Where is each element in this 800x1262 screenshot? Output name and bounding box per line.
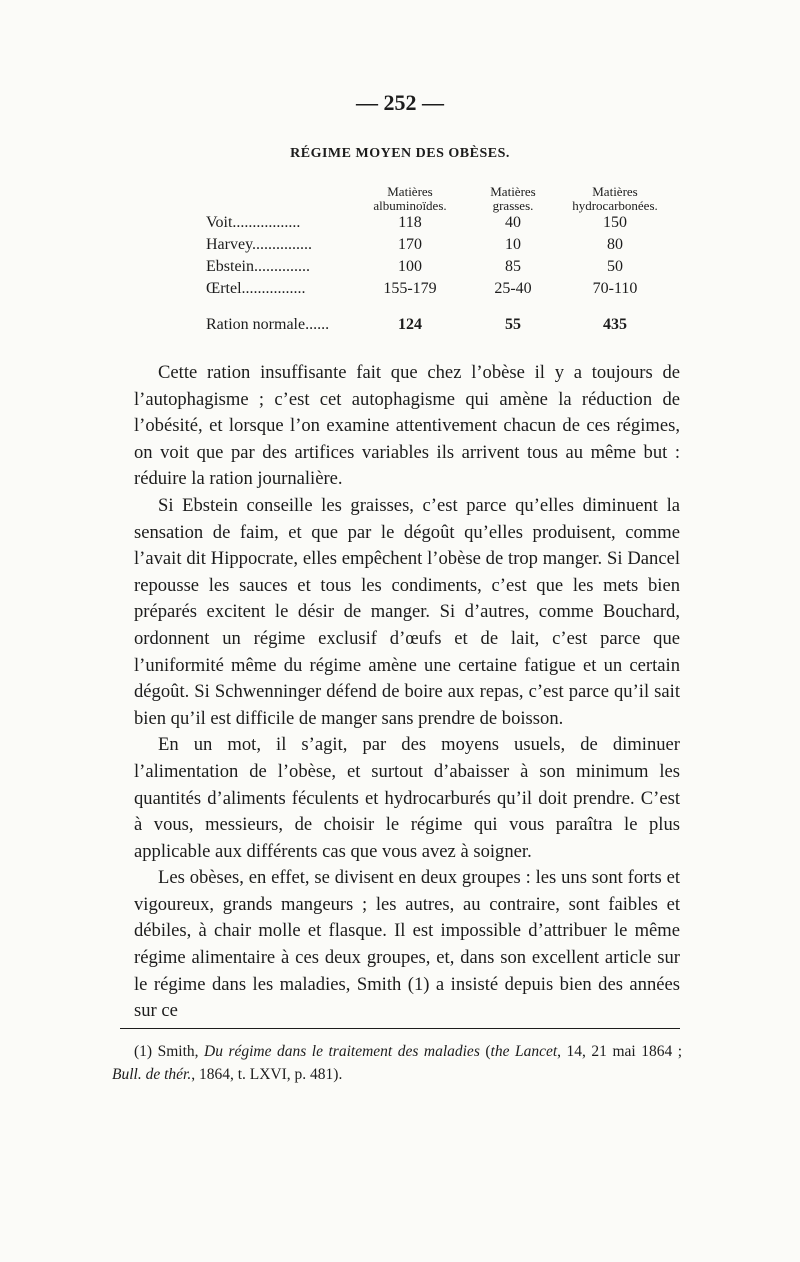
table-row	[0, 214, 800, 236]
cell-albuminoides: 155-179	[383, 280, 437, 297]
cell-albuminoides: 118	[398, 214, 422, 231]
footnote-journal: the Lancet	[490, 1043, 558, 1060]
row-name: Ration normale......	[206, 316, 330, 333]
footnote-title: Du régime dans le traitement des maladies	[204, 1043, 480, 1060]
row-name: Harvey...............	[206, 236, 313, 253]
cell-hydrocarbonees: 80	[607, 236, 623, 253]
cell-hydrocarbonees: 150	[603, 214, 627, 231]
column-header-albuminoides: Matières albuminoïdes.	[373, 184, 447, 213]
row-name: Œrtel................	[206, 280, 306, 297]
page-number: — 252 —	[356, 90, 444, 115]
footnote	[112, 1040, 682, 1086]
table-row-ration-normale	[0, 316, 800, 338]
table-row	[0, 236, 800, 258]
cell-hydrocarbonees: 435	[603, 316, 627, 333]
body-text	[134, 360, 680, 1025]
row-name: Voit.................	[206, 214, 301, 231]
cell-grasses: 25-40	[494, 280, 532, 297]
table-title: RÉGIME MOYEN DES OBÈSES.	[290, 146, 510, 161]
cell-grasses: 85	[505, 258, 521, 275]
column-header-hydrocarbonees: Matières hydrocarbonées.	[572, 184, 658, 213]
cell-hydrocarbonees: 50	[607, 258, 623, 275]
cell-albuminoides: 170	[398, 236, 422, 253]
paragraph: Les obèses, en effet, se divisent en deux groupes : les uns sont forts et vigoureux, grands mangeurs ; les autres, au contraire, sont faibles et débiles, à chair molle et flasque. Il est impossible d’attribuer le même régime alimentaire à ces deux groupes, et, dans son excellent article sur le régime dans les maladies, Smith (1) a insisté depuis bien des années sur ce	[134, 867, 680, 1022]
footnote-bulletin: Bull. de thér.	[112, 1066, 192, 1083]
cell-grasses: 55	[505, 316, 521, 333]
paragraph: En un mot, il s’agit, par des moyens usuels, de diminuer l’alimentation de l’obèse, et surtout d’abaisser à son minimum les quantités d’aliments féculents et hydrocarburés qu’il doit prendre. C’est à vous, messieurs, de choisir le régime qui vous paraîtra le plus applicable aux différents cas que vous avez à soigner.	[134, 734, 680, 862]
cell-hydrocarbonees: 70-110	[592, 280, 638, 297]
column-header-grasses: Matières grasses.	[490, 184, 536, 213]
table-row	[0, 280, 800, 302]
footnote-text: (1) Smith, Du régime dans le traitement des maladies (the Lancet, 14, 21 mai 1864 ; Bull. de thér., 1864, t. LXVI, p. 481).	[112, 1043, 683, 1083]
cell-albuminoides: 124	[398, 316, 422, 333]
table-header	[0, 185, 800, 215]
row-name: Ebstein..............	[206, 258, 310, 275]
paragraph: Si Ebstein conseille les graisses, c’est parce qu’elles diminuent la sensation de faim, et que par le dégoût qu’elles produisent, comme l’avait dit Hippocrate, elles empêchent l’obèse de trop manger. Si Dancel repousse les sauces et tous les condiments, c’est que les mets bien préparés excitent le désir de manger. Si d’autres, comme Bouchard, ordonnent un régime exclusif d’œufs et de lait, c’est parce que l’uniformité même du régime amène une certaine fatigue et un certain dégoût. Si Schwenninger défend de boire aux repas, c’est parce qu’il sait bien qu’il est difficile de manger sans prendre de boisson.	[134, 494, 680, 729]
cell-grasses: 10	[505, 236, 521, 253]
cell-albuminoides: 100	[398, 258, 422, 275]
footnote-divider	[120, 1028, 680, 1029]
paragraph: Cette ration insuffisante fait que chez l’obèse il y a toujours de l’autophagisme ; c’est cet autophagisme qui amène la réduction de l’obésité, et lorsque l’on examine attentivement chacun de ces régimes, on voit que par des artifices variables ils arrivent tous au même but : réduire la ration journalière.	[134, 362, 680, 490]
cell-grasses: 40	[505, 214, 521, 231]
table-row	[0, 258, 800, 280]
